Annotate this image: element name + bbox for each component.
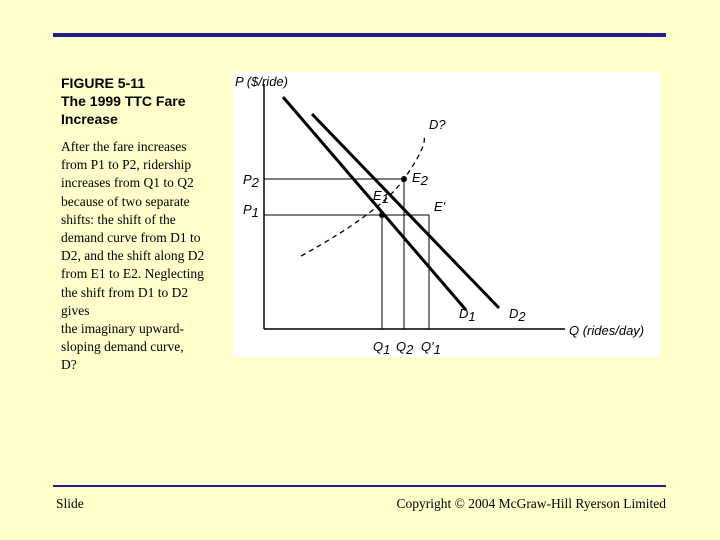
- figure-title-line-1: The 1999 TTC Fare: [61, 93, 186, 109]
- demand-curve-d2: [312, 114, 499, 308]
- e2-label: E2: [412, 170, 428, 188]
- footer-slide-label: Slide: [56, 496, 84, 511]
- caption-line: D2, and the shift along D2: [61, 248, 205, 264]
- q1-prime-label: Q'1: [421, 339, 441, 357]
- figure-title-line-2: Increase: [61, 111, 118, 127]
- p1-label: P1: [243, 202, 259, 220]
- caption-line: After the fare increases: [61, 139, 187, 154]
- demand-diagram: [233, 72, 661, 357]
- x-axis-label: Q (rides/day): [569, 323, 645, 338]
- caption-line: shifts: the shift of the: [61, 211, 176, 227]
- e1-label: E1: [373, 188, 389, 206]
- point-e2: [401, 176, 407, 182]
- figure-caption: [61, 138, 233, 375]
- p2-label: P2: [243, 172, 259, 190]
- q2-label: Q2: [396, 339, 414, 357]
- imaginary-demand-label: D?: [429, 117, 446, 132]
- caption-line: demand curve from D1 to: [61, 230, 201, 246]
- figure-number: FIGURE 5-11: [61, 75, 146, 91]
- caption-line: from P1 to P2, ridership: [61, 157, 192, 173]
- e-prime-label: E': [434, 199, 446, 214]
- demand-diagram-panel: [233, 72, 661, 357]
- point-e1: [379, 212, 385, 218]
- caption-line: increases from Q1 to Q2: [61, 175, 194, 191]
- d2-label: D2: [509, 306, 526, 324]
- caption-line: the imaginary upward-: [61, 321, 184, 337]
- caption-line: D?: [61, 357, 77, 373]
- caption-line: gives: [61, 302, 90, 318]
- caption-line: because of two separate: [61, 193, 190, 209]
- caption-line: from E1 to E2. Neglecting: [61, 266, 204, 282]
- caption-line: the shift from D1 to D2: [61, 284, 189, 300]
- bottom-rule: [53, 485, 666, 487]
- y-axis-label: P ($/ride): [235, 74, 288, 89]
- q1-label: Q1: [373, 339, 391, 357]
- footer-copyright: Copyright © 2004 McGraw-Hill Ryerson Limited: [396, 496, 666, 511]
- figure-title: [61, 74, 231, 128]
- caption-line: sloping demand curve,: [61, 339, 184, 355]
- d1-label: D1: [459, 306, 476, 324]
- top-rule: [53, 33, 666, 37]
